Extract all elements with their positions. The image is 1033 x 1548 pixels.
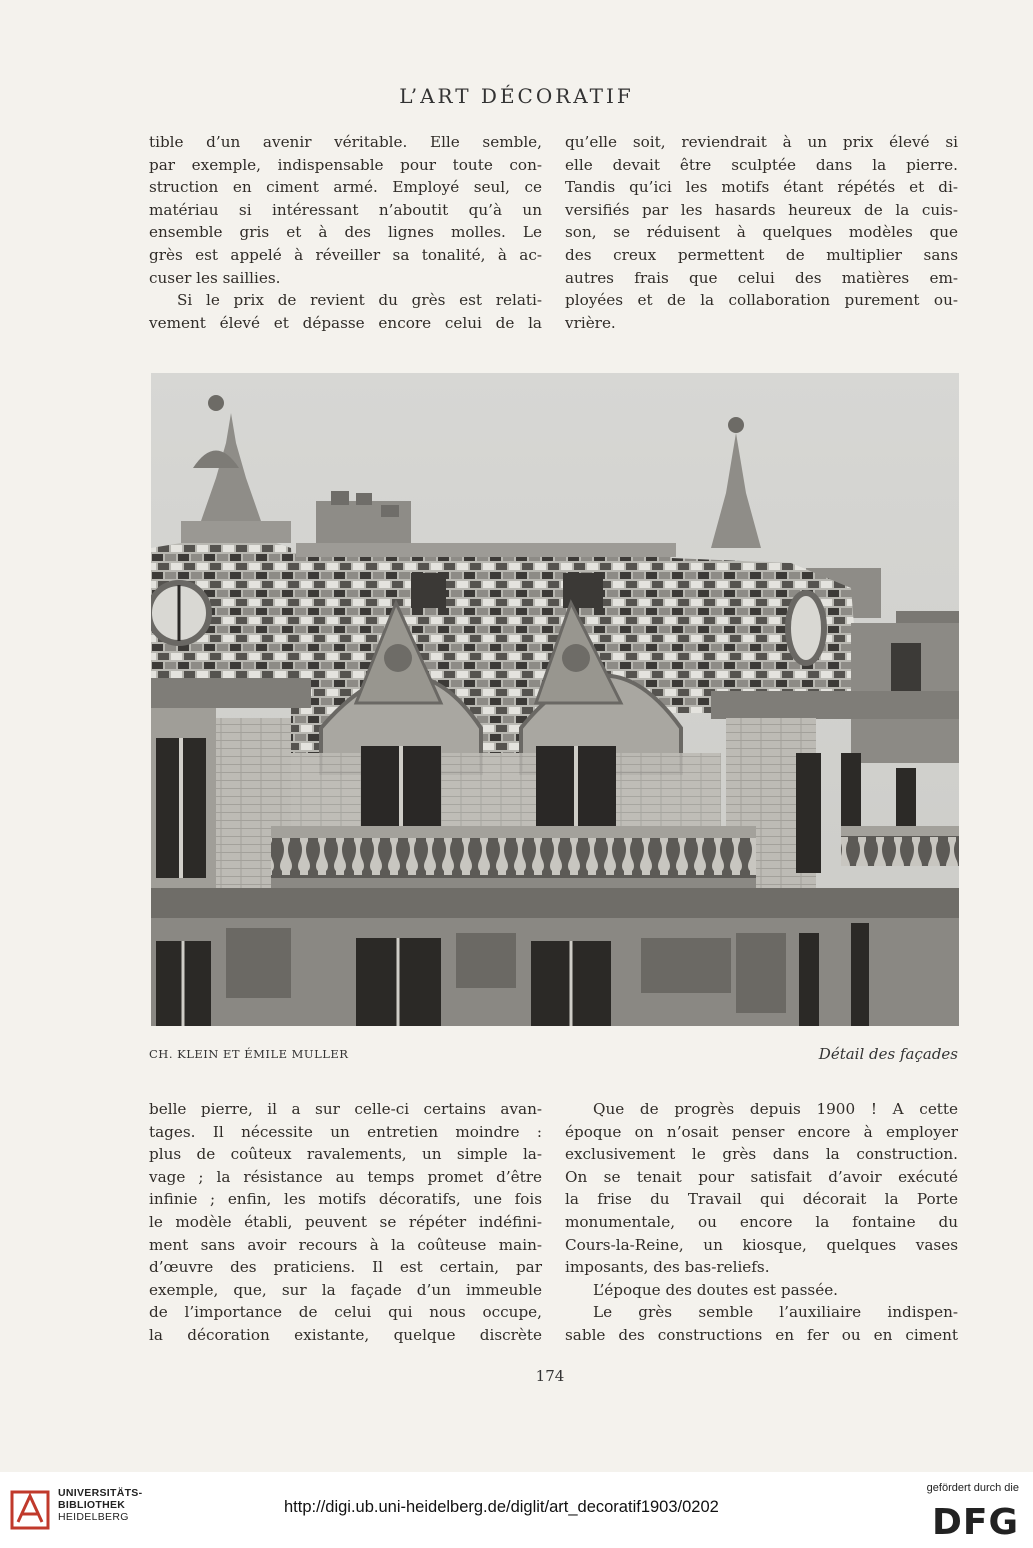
text-line: tible d’un avenir véritable. Elle semble, (149, 133, 542, 151)
running-title: L’ART DÉCORATIF (399, 84, 634, 108)
text-line: des creux permettent de multiplier sans (565, 245, 958, 264)
text-line: elle devait être sculptée dans la pierre. (565, 155, 958, 174)
text-line: ensemble gris et à des lignes molles. Le (149, 223, 542, 242)
text-line: Le grès semble l’auxiliaire indispen- (593, 1303, 958, 1322)
text-line: la frise du Travail qui décorait la Porte (565, 1190, 958, 1209)
text-line: plus de coûteux ravalements, un simple la- (149, 1145, 542, 1164)
text-line: imposants, des bas-reliefs. (565, 1258, 770, 1277)
text-line: époque on n’osait penser encore à employer (565, 1122, 958, 1141)
text-line: L’époque des doutes est passée. (593, 1280, 839, 1299)
text-line: Que de progrès depuis 1900 ! A cette (593, 1100, 958, 1118)
text-column-bottom-left (149, 1098, 542, 1347)
library-name (58, 1487, 142, 1523)
text-line: belle pierre, il a sur celle-ci certains avan- (149, 1100, 542, 1118)
text-line: cuser les saillies. (149, 268, 281, 287)
text-line: vage ; la résistance au temps promet d’être (149, 1167, 542, 1186)
library-name-line: BIBLIOTHEK (58, 1499, 126, 1511)
text-line: struction en ciment armé. Employé seul, ce (149, 178, 542, 197)
text-line: Cours-la-Reine, un kiosque, quelques vases (565, 1235, 958, 1254)
library-name-line: HEIDELBERG (58, 1511, 129, 1523)
dfg-logo: DFG (931, 1502, 1019, 1543)
figure-credit: CH. KLEIN ET ÉMILE MULLER (149, 1047, 349, 1061)
text-line: autres frais que celui des matières em- (565, 268, 958, 287)
text-line: de l’importance de celui qui nous occupe, (149, 1303, 542, 1322)
facade-illustration (151, 373, 959, 1026)
text-column-top-right (565, 131, 958, 334)
text-line: exclusivement le grès dans la construction. (565, 1145, 958, 1164)
text-line: ployées et de la collaboration purement ou- (565, 291, 958, 310)
text-line: versifiés par les hasards heureux de la cuis- (565, 200, 958, 219)
text-line: grès est appelé à réveiller sa tonalité, à ac- (149, 245, 542, 264)
text-line: vrière. (565, 313, 616, 332)
text-line: sable des constructions en fer ou en ciment (565, 1325, 958, 1344)
text-line: son, se réduisent à quelques modèles que (565, 223, 958, 242)
text-line: ment sans avoir recours à la coûteuse main- (149, 1235, 542, 1254)
page-number: 174 (535, 1367, 565, 1385)
library-name-line: UNIVERSITÄTS- (58, 1487, 143, 1499)
text-line: tages. Il nécessite un entretien moindre : (149, 1122, 542, 1141)
text-line: Si le prix de revient du grès est relati- (177, 291, 542, 310)
digitization-footer (0, 1472, 1033, 1548)
text-line: vement élevé et dépasse encore celui de la (149, 313, 542, 332)
text-line: matériau si intéressant n’aboutit qu’à un (149, 200, 542, 219)
text-line: On se tenait pour satisfait d’avoir exécuté (565, 1167, 958, 1186)
permalink[interactable]: http://digi.ub.uni-heidelberg.de/diglit/art_decoratif1903/0202 (284, 1498, 719, 1516)
text-column-top-left (149, 131, 542, 334)
funding-note: gefördert durch die (926, 1482, 1019, 1494)
text-line: exemple, que, sur la façade d’un immeuble (149, 1280, 542, 1299)
text-line: monumentale, ou encore la fontaine du (565, 1212, 958, 1231)
text-line: infinie ; enfin, les motifs décoratifs, une fois (149, 1190, 542, 1209)
text-line: d’œuvre des praticiens. Il est certain, par (149, 1258, 542, 1277)
university-library-logo-icon (10, 1484, 50, 1534)
text-line: le modèle établi, peuvent se répéter indéfini- (149, 1212, 542, 1231)
text-line: qu’elle soit, reviendrait à un prix élevé si (565, 133, 958, 151)
text-line: la décoration existante, quelque discrète (149, 1325, 542, 1344)
facade-photograph (151, 373, 959, 1026)
text-line: par exemple, indispensable pour toute con- (149, 155, 542, 174)
string-course (151, 888, 959, 918)
figure-caption: Détail des façades (818, 1045, 958, 1063)
text-column-bottom-right (565, 1098, 958, 1347)
text-line: Tandis qu’ici les motifs étant répétés et di- (565, 178, 958, 197)
